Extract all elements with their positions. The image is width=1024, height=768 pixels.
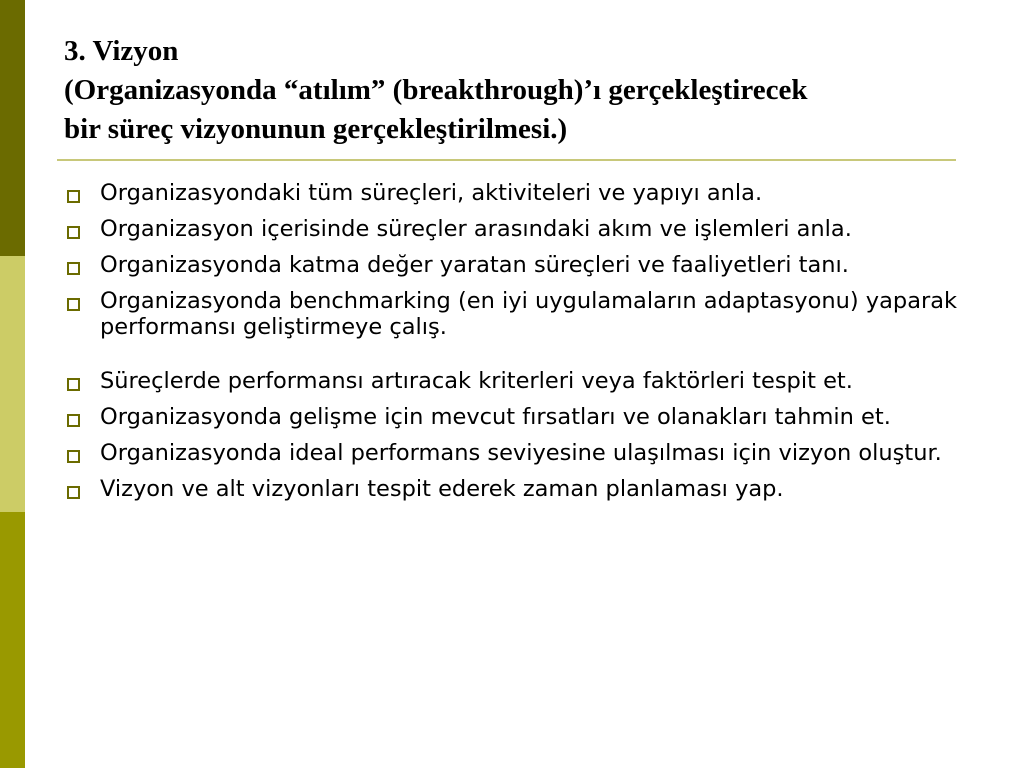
bullet-item bbox=[64, 476, 964, 502]
slide-title-line-2: (Organizasyonda “atılım” (breakthrough)’ı gerçekleştirecek bbox=[64, 74, 808, 106]
bullet-text: Organizasyonda benchmarking (en iyi uygulamaların adaptasyonu) yaparak performansı geliştirmeye çalış. bbox=[100, 288, 958, 340]
square-bullet-icon bbox=[67, 226, 80, 239]
bullet-text: Organizasyonda gelişme için mevcut fırsatları ve olanakları tahmin et. bbox=[100, 404, 891, 430]
bullet-text: Süreçlerde performansı artıracak kriterleri veya faktörleri tespit et. bbox=[100, 368, 853, 394]
square-bullet-icon bbox=[67, 190, 80, 203]
bullet-item bbox=[64, 252, 964, 278]
bullet-text: Organizasyon içerisinde süreçler arasındaki akım ve işlemleri anla. bbox=[100, 216, 852, 242]
bullet-list bbox=[64, 180, 964, 512]
square-bullet-icon bbox=[67, 378, 80, 391]
bullet-item bbox=[64, 288, 964, 340]
square-bullet-icon bbox=[67, 450, 80, 463]
square-bullet-icon bbox=[67, 486, 80, 499]
side-bar-top bbox=[0, 0, 25, 256]
bullet-item bbox=[64, 180, 964, 206]
bullet-text: Organizasyonda ideal performans seviyesine ulaşılması için vizyon oluştur. bbox=[100, 440, 942, 466]
title-divider bbox=[57, 159, 956, 161]
slide-title-line-1: 3. Vizyon bbox=[64, 35, 179, 67]
square-bullet-icon bbox=[67, 414, 80, 427]
bullet-item bbox=[64, 440, 964, 466]
square-bullet-icon bbox=[67, 262, 80, 275]
bullet-text: Organizasyonda katma değer yaratan süreçleri ve faaliyetleri tanı. bbox=[100, 252, 849, 278]
slide-title bbox=[64, 32, 964, 149]
bullet-item bbox=[64, 404, 964, 430]
bullet-text: Vizyon ve alt vizyonları tespit ederek zaman planlaması yap. bbox=[100, 476, 784, 502]
bullet-text: Organizasyondaki tüm süreçleri, aktiviteleri ve yapıyı anla. bbox=[100, 180, 763, 206]
bullet-item bbox=[64, 216, 964, 242]
side-bar-middle bbox=[0, 256, 25, 512]
bullet-item bbox=[64, 368, 964, 394]
slide-title-line-3: bir süreç vizyonunun gerçekleştirilmesi.) bbox=[64, 113, 568, 145]
square-bullet-icon bbox=[67, 298, 80, 311]
side-bar-bottom bbox=[0, 512, 25, 768]
